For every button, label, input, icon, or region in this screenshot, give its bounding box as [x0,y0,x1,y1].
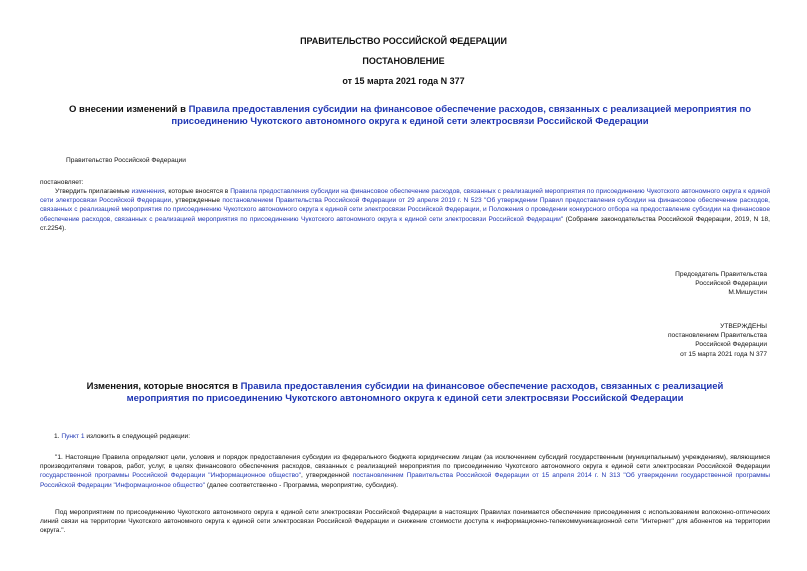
item-1-number: 1. [54,433,62,440]
item-1 [54,432,190,441]
signature-block [675,270,767,298]
changes-title [55,381,755,405]
p1-text-a: Утвердить прилагаемые [55,188,132,195]
item-1-link[interactable]: Пункт 1 [61,433,85,440]
document-title [50,104,770,128]
approved-date: от 15 марта 2021 года N 377 [680,350,767,358]
p1-text-c: , утвержденные [171,197,223,205]
government-heading: ПРАВИТЕЛЬСТВО РОССИЙСКОЙ ФЕДЕРАЦИИ [300,36,507,46]
resolution-313-link[interactable]: постановлением Правительства Российской Федерации от 15 апреля 2014 г. N 313 "Об утверждении государственной программы Российской Федерации "Информационное общество" [40,472,770,489]
p1-text-d: (Собрание законодательства Российской Федерации, 2019, N 18, ст.2254). [40,215,771,232]
document-type: ПОСТАНОВЛЕНИЕ [362,56,445,66]
approved-block [668,322,767,359]
quote-paragraph-1 [40,453,770,490]
approved-by: постановлением Правительства [667,332,767,340]
approved-country: Российской Федерации [695,341,767,349]
approved-heading: УТВЕРЖДЕНЫ [720,323,767,330]
changes-title-rules-link[interactable]: Правила предоставления субсидии на финансовое обеспечение расходов, связанных с реализацией мероприятия по присоединению Чукотского автономного округа к единой сети электросвязи Российской Федерации [126,381,724,404]
signature-position: Председатель Правительства [675,271,767,278]
government-line: Правительство Российской Федерации [66,157,186,164]
document-date-number: от 15 марта 2021 года N 377 [342,76,465,86]
title-prefix: О внесении изменений в [68,104,189,115]
postanovlyaet-line: постановляет: [40,179,84,186]
program-link[interactable]: государственной программы Российской Федерации "Информационное общество" [40,472,302,480]
title-rules-link[interactable]: Правила предоставления субсидии на финансовое обеспечение расходов, связанных с реализацией мероприятия по присоединению Чукотского автономного округа к единой сети электросвязи Российской Федерации [171,104,752,127]
quote1-text-b: , утвержденной [301,472,353,480]
resolution-523-link[interactable]: постановлением Правительства Российской Федерации от 29 апреля 2019 г. N 523 "Об утверждении Правил предоставления субсидии на финансовое обеспечение расходов, связанных с реализацией мероприятия по присоединению Чукотского автономного округа к единой сети электросвязи Российской Федерации, и Положения о проведении конкурсного отбора на предоставление субсидии на финансовое обеспечение расходов, связанных с реализацией мероприятия по присоединению Чукотского автономного округа к единой сети электросвязи Российской Федерации" [40,197,770,223]
rules-link[interactable]: Правила предоставления субсидии на финансовое обеспечение расходов, связанных с реализацией мероприятия по присоединению Чукотского автономного округа к единой сети электросвязи Российской Федерации [40,188,770,205]
quote-paragraph-2: Под мероприятием по присоединению Чукотского автономного округа к единой сети электросвязи Российской Федерации в настоящих Правилах понимается обеспечение присоединения с использованием волоконно-оптических линий связи на территории Чукотского автономного округа к единой сети электросвязи Российской Федерации и снижение стоимости доступа к информационно-телекоммуникационной сети "Интернет" для абонентов на территории округа.". [40,509,770,535]
changes-title-prefix: Изменения, которые вносятся в [86,381,241,392]
quote1-text-c: (далее соответственно - Программа, мероприятие, субсидия). [205,481,398,489]
resolution-paragraph [40,187,770,233]
changes-link[interactable]: изменения [131,188,165,195]
signature-country: Российской Федерации [695,280,767,288]
signature-name: М.Мишустин [728,289,767,297]
p1-text-b: , которые вносятся в [164,188,231,195]
quote1-text-a: "1. Настоящие Правила определяют цели, условия и порядок предоставления субсидии из федерального бюджета юридическим лицам (за исключением субсидий государственным (муниципальным) учреждениям), являющимся производителями товаров, работ, услуг, в целях финансового обеспечения расходов, связанных с реализацией мероприятия по присоединению Чукотского автономного округа к единой сети электросвязи Российской Федерации [40,454,770,471]
item-1-text: изложить в следующей редакции: [84,433,191,440]
